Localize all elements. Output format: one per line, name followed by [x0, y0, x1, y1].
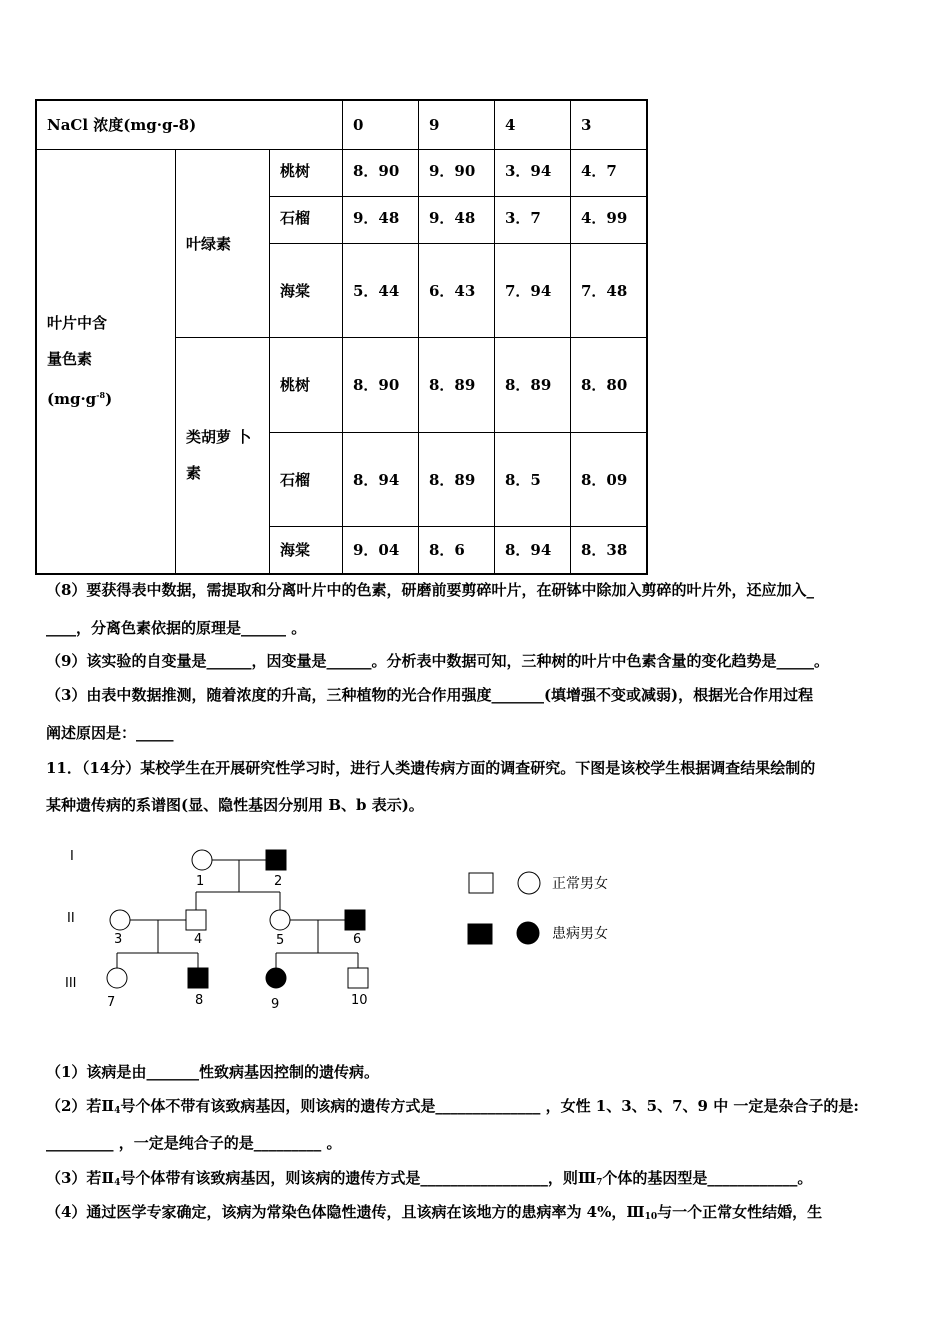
gen-label-I: I	[70, 849, 74, 864]
table-cell: 4．99	[571, 196, 648, 243]
legend-normal-label: 正常男女	[552, 876, 608, 892]
plant-name: 石榴	[270, 432, 343, 526]
plant-name: 桃树	[270, 149, 343, 196]
table-row	[36, 149, 647, 196]
q10-line-2: ____，分离色素依据的原理是______ 。	[46, 619, 307, 637]
legend-affected-label: 患病男女	[552, 926, 608, 942]
table-cell: 5．44	[343, 243, 419, 337]
number-3: 3	[114, 932, 123, 947]
plant-name: 桃树	[270, 337, 343, 432]
table-cell: 8．6	[419, 526, 495, 574]
pedigree-diagram	[55, 835, 655, 1020]
table-cell: 9．48	[343, 196, 419, 243]
legend-affected-female-circle	[517, 922, 539, 944]
group-label-line: 叶片中含	[47, 314, 108, 333]
header-label: NaCl 浓度(mg·g-8)	[36, 100, 343, 149]
pigment-carotenoid: 类胡萝 卜 素	[176, 337, 270, 574]
q11-intro-2: 某种遗传病的系谱图(显、隐性基因分别用 B、b 表示)。	[46, 796, 424, 814]
number-5: 5	[276, 933, 285, 948]
q10-line-5: 阐述原因是：_____	[46, 724, 174, 742]
q10-line-3: （9）该实验的自变量是______，因变量是______。分析表中数据可知，三种树的叶片中色素含量的变化趋势是_____。	[46, 652, 829, 670]
individual-9-affected-female	[266, 968, 286, 988]
conc-3: 3	[571, 100, 648, 149]
table-cell: 8．94	[495, 526, 571, 574]
number-7: 7	[107, 995, 116, 1010]
individual-5-normal-female	[270, 910, 290, 930]
individual-10-normal-male	[348, 968, 368, 988]
number-9: 9	[271, 997, 280, 1012]
table-cell: 9．04	[343, 526, 419, 574]
individual-7-normal-female	[107, 968, 127, 988]
number-6: 6	[353, 932, 362, 947]
individual-3-normal-female	[110, 910, 130, 930]
table-cell: 8．38	[571, 526, 648, 574]
group-label-line: 量色素	[47, 350, 93, 369]
table-cell: 8．89	[419, 432, 495, 526]
legend-normal-male-square	[469, 873, 493, 893]
individual-6-affected-male	[345, 910, 365, 930]
individual-4-normal-male	[186, 910, 206, 930]
number-4: 4	[194, 932, 203, 947]
plant-name: 石榴	[270, 196, 343, 243]
legend-affected-male-square	[468, 924, 492, 944]
group-label-unit: $(mg\cdot g^{-8})$	[47, 390, 113, 409]
table-cell: 8．90	[343, 149, 419, 196]
plant-name: 海棠	[270, 243, 343, 337]
table-cell: 9．48	[419, 196, 495, 243]
q11-part-2-cont: _________ ，一定是纯合子的是_________ 。	[46, 1134, 342, 1152]
q11-intro-1: 11．（14分）某校学生在开展研究性学习时，进行人类遗传病方面的调查研究。下图是该校学生根据调查结果绘制的	[46, 759, 816, 777]
pigment-chlorophyll: 叶绿素	[176, 149, 270, 337]
table-cell: 8．09	[571, 432, 648, 526]
pigment-table	[35, 99, 648, 575]
q11-part-2: （2）若$Ⅱ_4$号个体不带有该致病基因，则该病的遗传方式是______________ ，女性 1、3、5、7、9 中 一定是杂合子的是:	[46, 1097, 859, 1116]
table-cell: 9．90	[419, 149, 495, 196]
conc-1: 9	[419, 100, 495, 149]
table-cell: 6．43	[419, 243, 495, 337]
table-cell: 7．94	[495, 243, 571, 337]
q10-line-4: （3）由表中数据推测，随着浓度的升高，三种植物的光合作用强度_______(填增强不变或减弱)，根据光合作用过程	[46, 686, 814, 704]
number-2: 2	[274, 874, 283, 889]
number-10: 10	[351, 993, 368, 1008]
table-cell: 8．89	[495, 337, 571, 432]
plant-name: 海棠	[270, 526, 343, 574]
q11-part-1: （1）该病是由_______性致病基因控制的遗传病。	[46, 1063, 379, 1081]
individual-8-affected-male	[188, 968, 208, 988]
table-cell: 8．89	[419, 337, 495, 432]
gen-label-II: II	[67, 911, 75, 926]
table-cell: 8．80	[571, 337, 648, 432]
table-cell: 8．5	[495, 432, 571, 526]
table-header-row	[36, 100, 647, 149]
individual-1-normal-female	[192, 850, 212, 870]
legend-normal-female-circle	[518, 872, 540, 894]
gen-label-III: III	[65, 976, 77, 991]
number-8: 8	[195, 993, 204, 1008]
table-cell: 8．94	[343, 432, 419, 526]
q10-line-1: （8）要获得表中数据，需提取和分离叶片中的色素，研磨前要剪碎叶片，在研钵中除加入剪碎的叶片外，还应加入_	[46, 581, 814, 599]
individual-2-affected-male	[266, 850, 286, 870]
group-label-cell	[36, 149, 176, 574]
q11-part-4: （4）通过医学专家确定，该病为常染色体隐性遗传，且该病在该地方的患病率为 4%，$Ⅲ_{10}$与一个正常女性结婚，生	[46, 1203, 823, 1222]
table-cell: 8．90	[343, 337, 419, 432]
conc-2: 4	[495, 100, 571, 149]
table-cell: 3．94	[495, 149, 571, 196]
table-cell: 3．7	[495, 196, 571, 243]
table-cell: 4．7	[571, 149, 648, 196]
q11-part-3: （3）若$Ⅱ_4$号个体带有该致病基因，则该病的遗传方式是_________________，则$Ⅲ_7$个体的基因型是____________。	[46, 1169, 813, 1188]
table-cell: 7．48	[571, 243, 648, 337]
number-1: 1	[196, 874, 205, 889]
conc-0: 0	[343, 100, 419, 149]
